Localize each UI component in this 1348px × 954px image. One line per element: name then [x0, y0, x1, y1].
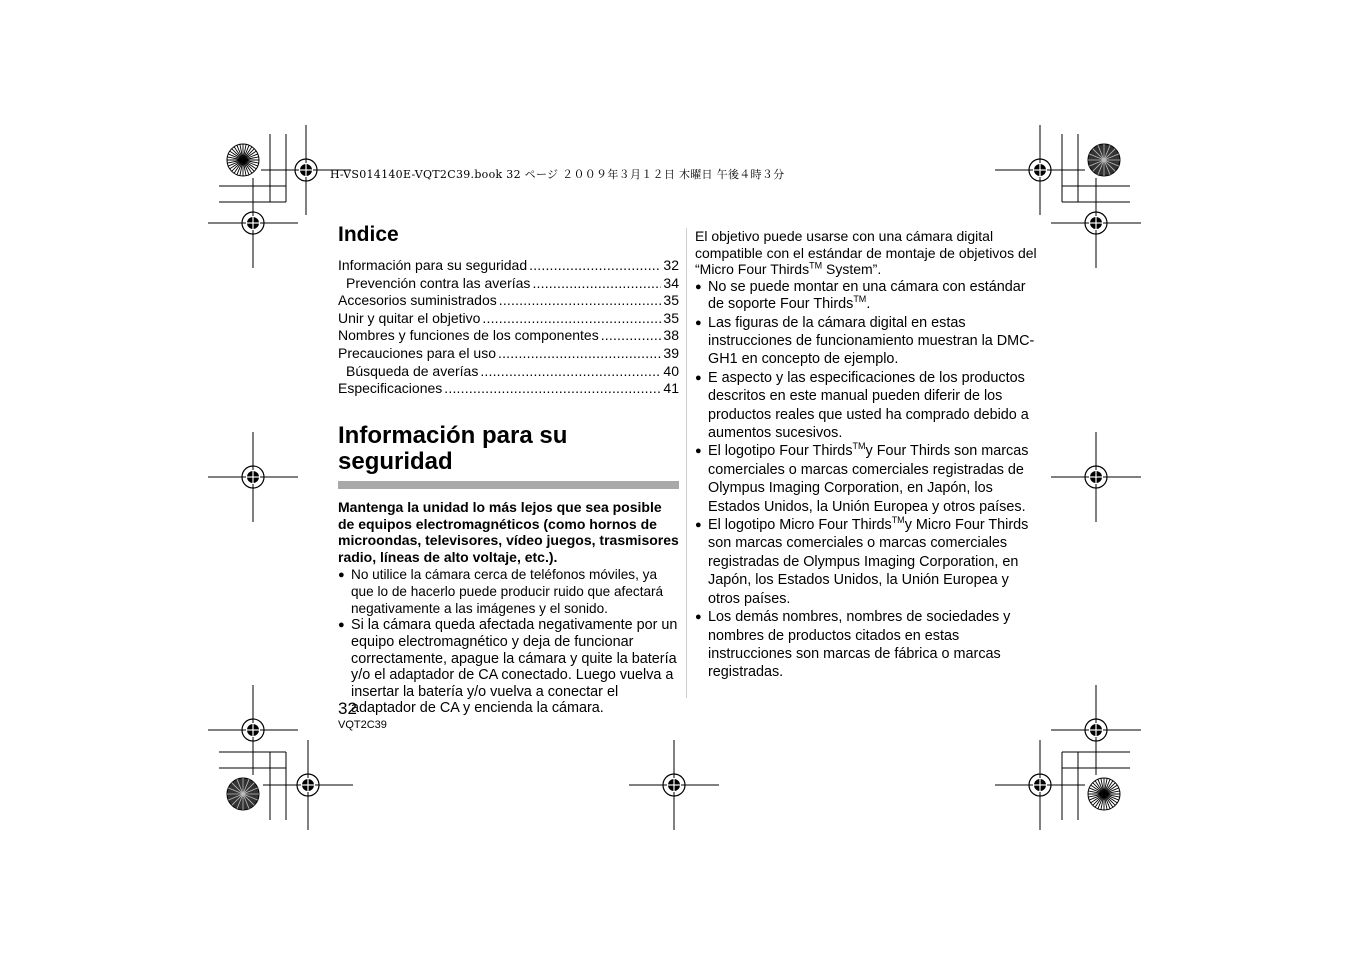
toc-leader-dots — [498, 345, 661, 363]
list-item: ● Las figuras de la cámara digital en estas instrucciones de funcionamiento muestran la DMC-GH1 en concepto de ejemplo. — [695, 314, 1035, 368]
toc-entry-page: 32 — [663, 257, 679, 273]
toc-leader-dots — [529, 257, 661, 275]
document-code: VQT2C39 — [338, 719, 387, 731]
toc-leader-dots — [499, 292, 662, 310]
toc-entry-page: 39 — [663, 344, 679, 361]
bullet-icon: ● — [695, 316, 702, 329]
toc-entry — [338, 257, 679, 275]
list-item: ● E aspecto y las especificaciones de los productos descritos en este manual pueden diferir de los productos reales que usted ha comprado debido a aumentos sucesivos. — [695, 369, 1029, 442]
table-of-contents — [338, 257, 679, 398]
list-item: ● El logotipo Four Thirds™y Four Thirds son marcas comerciales o marcas comerciales registradas de Olympus Imaging Corporation, en Japón, los Estados Unidos, la Unión Europea y otros países. — [695, 441, 1029, 515]
bullet-icon: ● — [338, 619, 345, 632]
trademark-mark: TM — [853, 294, 867, 305]
index-title: Indice — [338, 223, 399, 246]
toc-leader-dots — [480, 363, 661, 381]
toc-entry — [338, 310, 679, 328]
trademark-mark: TM — [809, 260, 823, 271]
left-column — [338, 222, 679, 717]
trademark-mark: TM — [891, 515, 905, 526]
toc-entry-label: Información para su seguridad — [338, 257, 528, 273]
toc-entry — [338, 363, 679, 381]
bullet-icon: ● — [695, 371, 702, 384]
toc-leader-dots — [444, 380, 661, 398]
bullet-icon: ● — [695, 519, 702, 532]
toc-entry-page: 38 — [663, 327, 679, 344]
toc-entry-page: 40 — [663, 362, 679, 379]
bullet-icon: ● — [695, 280, 702, 293]
file-info-header: H-VS014140E-VQT2C39.book 32 ページ ２００９年３月１２日 木曜日 午後４時３分 — [330, 168, 785, 181]
toc-entry-page: 35 — [663, 309, 679, 326]
toc-entry-label: Unir y quitar el objetivo — [338, 309, 481, 326]
list-item: ● El logotipo Micro Four Thirds™y Micro Four Thirds son marcas comerciales o marcas comerciales registradas de Olympus Imaging Corporation, en Japón, los Estados Unidos, la Unión Europea y otros países. — [695, 515, 1029, 607]
column-divider — [686, 228, 687, 698]
list-item: ● Si la cámara queda afectada negativamente por un equipo electromagnético y deja de funcionar correctamente, apague la cámara y quite la batería y/o el adaptador de CA conectado. Luego vuelva a insertar la batería y/o vuelva a conectar el adaptador de CA y encienda la cámara. — [338, 617, 678, 717]
safety-warning: Mantenga la unidad lo más lejos que sea posible de equipos electromagnéticos (como hornos de microondas, televisores, vídeo juegos, trasmisores radio, líneas de alto voltaje, etc.). — [338, 498, 679, 566]
bullet-icon: ● — [338, 568, 345, 581]
toc-entry-page: 35 — [663, 292, 679, 309]
toc-entry-label: Accesorios suministrados — [338, 292, 497, 309]
toc-leader-dots — [482, 310, 661, 328]
safety-section-title — [338, 423, 679, 475]
toc-leader-dots — [601, 327, 662, 345]
list-item: ● No se puede montar en una cámara con estándar de soporte Four Thirds™. — [695, 278, 1026, 313]
toc-entry — [338, 327, 679, 345]
trademark-mark: TM — [852, 441, 866, 452]
list-item: ● Los demás nombres, nombres de sociedades y nombres de productos citados en estas instrucciones son marcas de fábrica o marcas registradas. — [695, 609, 1011, 681]
toc-leader-dots — [532, 275, 661, 293]
toc-entry — [338, 380, 679, 398]
toc-entry-label: Nombres y funciones de los componentes — [338, 327, 599, 344]
right-column — [695, 228, 1037, 682]
toc-entry-label: Búsqueda de averías — [346, 362, 479, 379]
list-item: ● No utilice la cámara cerca de teléfonos móviles, ya que lo de hacerlo puede producir ruido que afectará negativamente a las imágenes y el sonido. — [338, 566, 664, 616]
section-rule — [338, 481, 679, 489]
bullet-icon: ● — [695, 611, 702, 624]
toc-entry-label: Prevención contra las averías — [346, 274, 531, 291]
toc-entry-label: Precauciones para el uso — [338, 344, 496, 361]
toc-entry — [338, 275, 679, 293]
safety-title-line-2: seguridad — [338, 447, 453, 475]
page-number: 32 — [338, 699, 357, 718]
lens-compatibility-intro: El objetivo puede usarse con una cámara digital compatible con el estándar de montaje de objetivos del “Micro Four Thirds™ System”. — [695, 228, 1037, 278]
toc-entry-label: Especificaciones — [338, 380, 443, 397]
bullet-icon: ● — [695, 445, 702, 458]
toc-entry — [338, 292, 679, 310]
toc-entry-page: 41 — [663, 380, 679, 397]
toc-entry-page: 34 — [663, 274, 679, 291]
safety-title-line-1: Información para su — [338, 421, 568, 449]
toc-entry — [338, 345, 679, 363]
